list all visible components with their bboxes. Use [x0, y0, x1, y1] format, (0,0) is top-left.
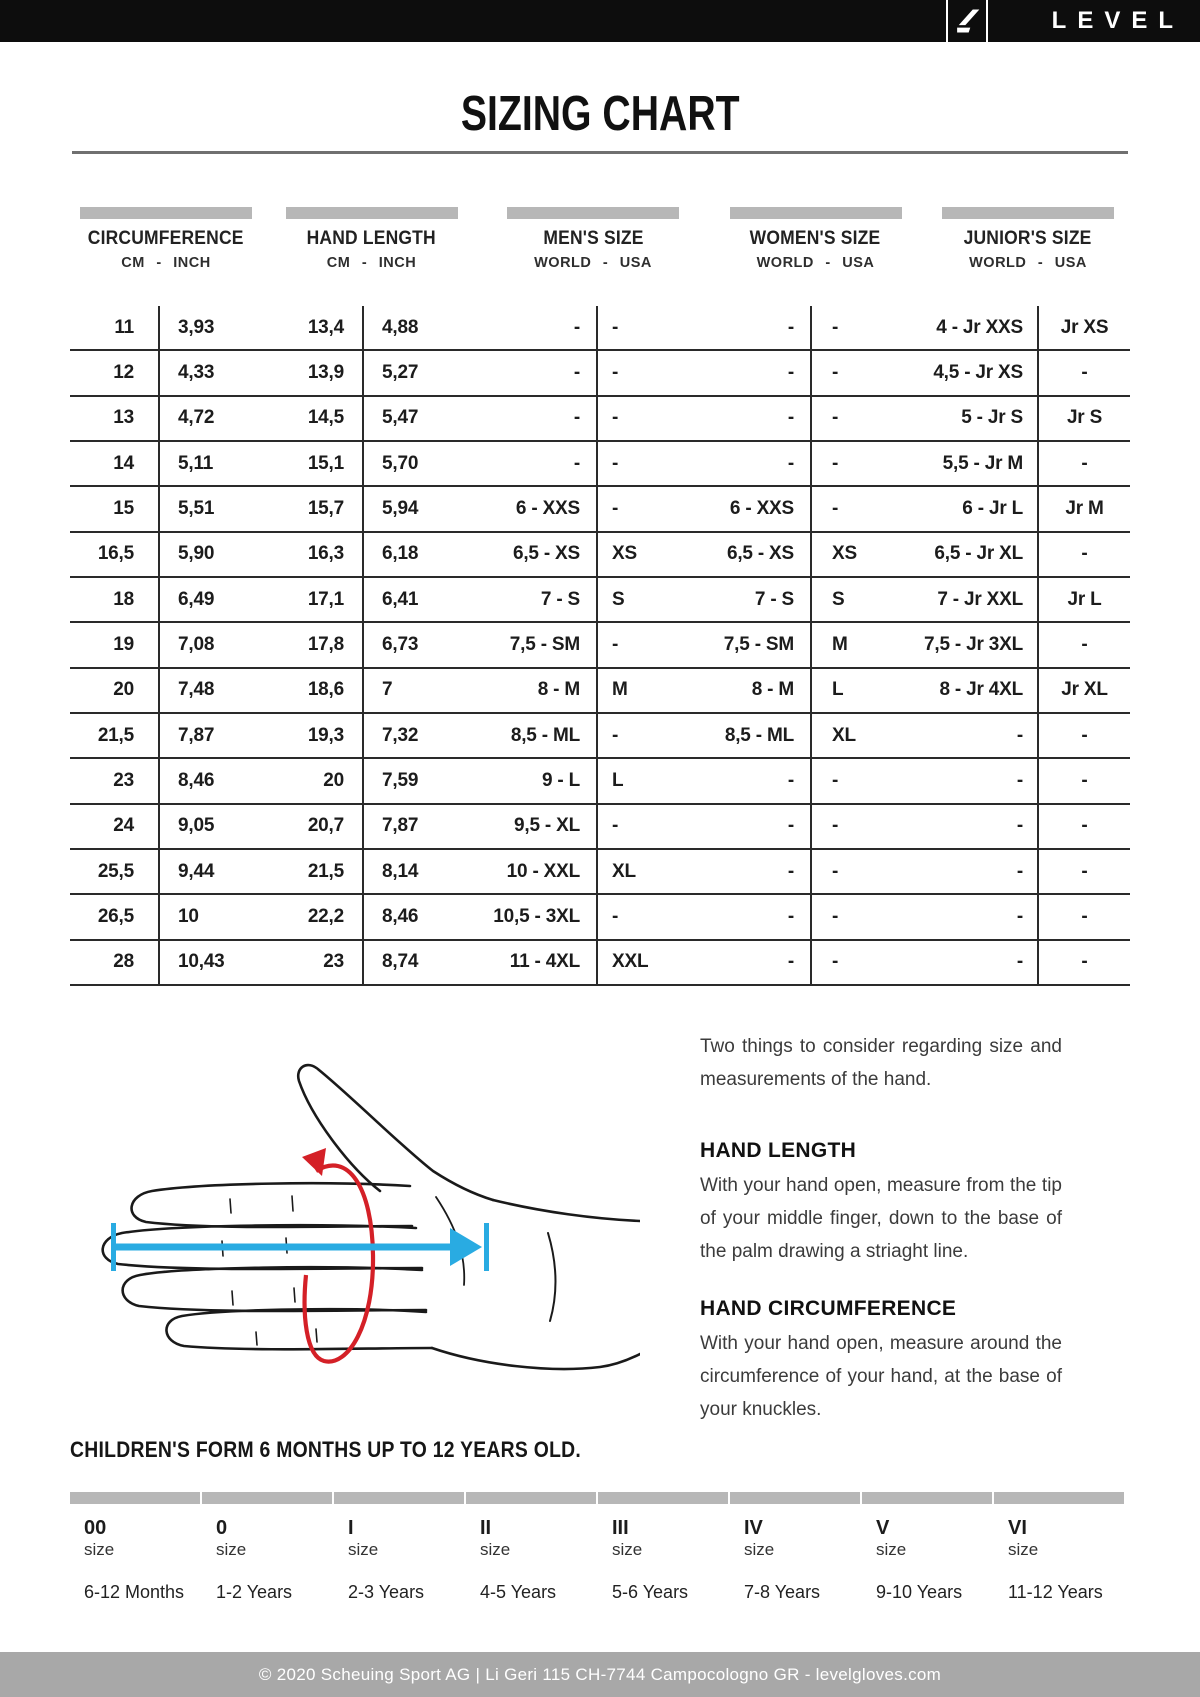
table-cell: 20,7 — [262, 805, 364, 848]
table-cell: - — [832, 951, 839, 973]
table-cell: - — [481, 351, 598, 394]
children-age-range: 7-8 Years — [744, 1582, 821, 1602]
table-cell: 17,1 — [262, 578, 364, 621]
table-row — [70, 487, 1130, 532]
table-cell: 7,5 - SM — [705, 623, 812, 666]
hand-length-heading: HAND LENGTH — [700, 1139, 857, 1162]
table-cell: 15,1 — [262, 442, 364, 485]
table-cell: 4,88 — [382, 316, 419, 338]
table-cell: 8,14 — [382, 860, 419, 882]
size-table-header — [70, 207, 1130, 271]
table-cell: - — [612, 815, 619, 837]
table-cell: 13 — [70, 397, 160, 440]
table-row — [70, 351, 1130, 396]
table-cell: - — [481, 397, 598, 440]
level-wordmark: LEVEL — [1051, 7, 1184, 34]
table-cell: XL — [612, 860, 636, 882]
column-group-title: WOMEN'S SIZE — [750, 228, 881, 249]
table-cell: - — [612, 361, 619, 383]
table-cell: 3,93 — [178, 316, 215, 338]
table-cell: 8,46 — [382, 905, 419, 927]
table-cell: XS — [832, 543, 857, 565]
table-cell: 21,5 — [70, 714, 160, 757]
circumference-arrowhead — [302, 1148, 326, 1176]
table-cell: 11 — [70, 306, 160, 349]
table-cell: Jr L — [1067, 588, 1102, 610]
table-cell: 5,47 — [382, 407, 419, 429]
table-cell: - — [705, 850, 812, 893]
table-cell: 23 — [262, 941, 364, 984]
table-cell: 6,73 — [382, 633, 419, 655]
children-age-range: 6-12 Months — [84, 1582, 185, 1602]
table-cell: - — [705, 805, 812, 848]
table-cell: 7 — [382, 679, 393, 701]
table-cell: L — [832, 679, 844, 701]
column-group-units: WORLD - USA — [969, 255, 1087, 271]
table-cell: - — [612, 407, 619, 429]
table-cell: - — [612, 633, 619, 655]
size-table-rows — [70, 306, 1130, 986]
table-cell: 9,5 - XL — [481, 805, 598, 848]
table-cell: 9,05 — [178, 815, 215, 837]
table-cell: 8,5 - ML — [481, 714, 598, 757]
table-cell: - — [832, 815, 839, 837]
table-cell: Jr XS — [1060, 316, 1109, 338]
table-cell: 10,43 — [178, 951, 225, 973]
table-cell: XL — [832, 724, 856, 746]
children-size-value: VI — [1008, 1517, 1027, 1539]
table-row — [70, 306, 1130, 351]
table-cell: 5,70 — [382, 452, 419, 474]
table-cell: 9,44 — [178, 860, 215, 882]
children-size-value: I — [348, 1517, 354, 1539]
children-table — [70, 1492, 1126, 1603]
table-cell: - — [1081, 951, 1088, 973]
table-cell: 7,5 - Jr 3XL — [926, 623, 1039, 666]
table-row — [70, 941, 1130, 986]
children-size-word: size — [1008, 1540, 1039, 1559]
table-row — [70, 623, 1130, 668]
table-cell: 6,41 — [382, 588, 419, 610]
table-cell: 7,87 — [382, 815, 419, 837]
table-cell: 25,5 — [70, 850, 160, 893]
table-cell: 23 — [70, 759, 160, 802]
table-cell: 10 — [178, 905, 199, 927]
table-cell: - — [481, 306, 598, 349]
table-cell: - — [1081, 543, 1088, 565]
table-row — [70, 895, 1130, 940]
table-cell: M — [832, 633, 848, 655]
level-logo-icon — [953, 7, 981, 35]
header-gray-bar — [730, 207, 902, 219]
table-cell: - — [705, 306, 812, 349]
table-cell: 22,2 — [262, 895, 364, 938]
children-gray-bar — [598, 1492, 728, 1504]
table-cell: 10 - XXL — [481, 850, 598, 893]
column-group-header — [481, 207, 705, 271]
header-gray-bar — [507, 207, 679, 219]
table-row — [70, 442, 1130, 487]
table-cell: M — [612, 679, 628, 701]
table-cell: 8,74 — [382, 951, 419, 973]
table-cell: 4,72 — [178, 407, 215, 429]
table-cell: 14,5 — [262, 397, 364, 440]
table-cell: 18 — [70, 578, 160, 621]
table-cell: XS — [612, 543, 637, 565]
children-gray-bar — [70, 1492, 200, 1504]
children-size-word: size — [84, 1540, 115, 1559]
hand-length-body: With your hand open, measure from the tip of your middle finger, down to the base of the palm drawing a striaght line. — [700, 1175, 1062, 1262]
column-group-title: HAND LENGTH — [306, 228, 437, 249]
children-age-range: 2-3 Years — [348, 1582, 425, 1602]
children-size-value: III — [612, 1517, 629, 1539]
hand-circumference-body: With your hand open, measure around the circumference of your hand, at the base of your knuckles. — [700, 1333, 1062, 1420]
circumference-arrow — [305, 1165, 373, 1361]
children-size-word: size — [612, 1540, 643, 1559]
top-brand-bar — [0, 0, 1200, 42]
logo-divider-right — [986, 0, 988, 42]
table-cell: 7,48 — [178, 679, 215, 701]
table-cell: 6 - XXS — [705, 487, 812, 530]
children-column — [730, 1492, 862, 1603]
table-cell: XXL — [612, 951, 649, 973]
footer-bar — [0, 1652, 1200, 1697]
table-cell: 6,5 - XS — [481, 533, 598, 576]
table-cell: - — [1081, 860, 1088, 882]
header-gray-bar — [286, 207, 458, 219]
children-gray-bar — [466, 1492, 596, 1504]
column-group-units: CM - INCH — [326, 255, 417, 271]
column-group-header — [926, 207, 1130, 271]
table-cell: 7 - Jr XXL — [926, 578, 1039, 621]
column-group-title: JUNIOR'S SIZE — [964, 228, 1092, 249]
table-row — [70, 850, 1130, 895]
table-cell: 20 — [262, 759, 364, 802]
children-age-range: 9-10 Years — [876, 1582, 963, 1602]
header-gray-bar — [80, 207, 252, 219]
table-cell: 6 - Jr L — [926, 487, 1039, 530]
table-cell: 13,9 — [262, 351, 364, 394]
table-cell: 26,5 — [70, 895, 160, 938]
table-cell: 5,94 — [382, 497, 419, 519]
table-cell: 12 — [70, 351, 160, 394]
table-cell: - — [705, 397, 812, 440]
table-cell: - — [1081, 724, 1088, 746]
table-cell: 7 - S — [705, 578, 812, 621]
table-row — [70, 669, 1130, 714]
column-group-units: WORLD - USA — [534, 255, 652, 271]
table-cell: 11 - 4XL — [481, 941, 598, 984]
children-size-word: size — [348, 1540, 379, 1559]
children-size-value: V — [876, 1517, 890, 1539]
hand-circumference-heading: HAND CIRCUMFERENCE — [700, 1297, 957, 1320]
column-group-header — [705, 207, 926, 271]
table-cell: 10,5 - 3XL — [481, 895, 598, 938]
children-gray-bar — [202, 1492, 332, 1504]
table-cell: - — [832, 452, 839, 474]
children-size-word: size — [480, 1540, 511, 1559]
table-cell: Jr XL — [1061, 679, 1108, 701]
table-cell: 7 - S — [481, 578, 598, 621]
table-cell: - — [832, 769, 839, 791]
table-row — [70, 759, 1130, 804]
table-cell: S — [832, 588, 845, 610]
children-age-range: 1-2 Years — [216, 1582, 293, 1602]
table-cell: - — [832, 316, 839, 338]
table-cell: 28 — [70, 941, 160, 984]
table-cell: - — [1081, 452, 1088, 474]
table-cell: 9 - L — [481, 759, 598, 802]
table-cell: 5,27 — [382, 361, 419, 383]
table-cell: 7,32 — [382, 724, 419, 746]
table-cell: - — [1081, 815, 1088, 837]
table-cell: 13,4 — [262, 306, 364, 349]
table-cell: 7,5 - SM — [481, 623, 598, 666]
table-cell: 6,5 - Jr XL — [926, 533, 1039, 576]
children-age-range: 5-6 Years — [612, 1582, 689, 1602]
column-group-units: CM - INCH — [121, 255, 211, 271]
table-cell: Jr M — [1065, 497, 1104, 519]
table-cell: - — [705, 442, 812, 485]
children-age-range: 11-12 Years — [1008, 1582, 1103, 1602]
table-cell: 24 — [70, 805, 160, 848]
table-row — [70, 578, 1130, 623]
table-cell: 5 - Jr S — [926, 397, 1039, 440]
table-cell: - — [926, 941, 1039, 984]
children-column — [862, 1492, 994, 1603]
table-cell: 4 - Jr XXS — [926, 306, 1039, 349]
children-column — [334, 1492, 466, 1603]
table-cell: - — [612, 316, 619, 338]
table-cell: - — [1081, 905, 1088, 927]
logo-divider-left — [946, 0, 948, 42]
table-cell: 6 - XXS — [481, 487, 598, 530]
column-group-header — [70, 207, 262, 271]
footer-text: © 2020 Scheuing Sport AG | Li Geri 115 CH-7744 Campocologno GR - levelgloves.com — [258, 1664, 942, 1684]
children-size-value: 00 — [84, 1517, 107, 1539]
table-cell: - — [612, 724, 619, 746]
children-gray-bar — [730, 1492, 860, 1504]
table-cell: 5,11 — [178, 452, 214, 474]
children-size-value: II — [480, 1517, 492, 1539]
children-age-range: 4-5 Years — [480, 1582, 557, 1602]
table-cell: 6,49 — [178, 588, 215, 610]
table-cell: - — [926, 759, 1039, 802]
table-cell: - — [926, 714, 1039, 757]
column-group-header — [262, 207, 481, 271]
table-cell: 7,87 — [178, 724, 215, 746]
table-row — [70, 805, 1130, 850]
column-group-title: CIRCUMFERENCE — [88, 228, 244, 249]
children-size-value: 0 — [216, 1517, 228, 1539]
table-cell: 6,18 — [382, 543, 419, 565]
table-cell: - — [832, 860, 839, 882]
table-row — [70, 533, 1130, 578]
table-cell: 19 — [70, 623, 160, 666]
table-cell: - — [832, 497, 839, 519]
table-cell: 8 - M — [481, 669, 598, 712]
children-column — [202, 1492, 334, 1603]
table-cell: - — [926, 805, 1039, 848]
table-cell: 8,46 — [178, 769, 215, 791]
table-cell: - — [1081, 769, 1088, 791]
children-column — [70, 1492, 202, 1603]
children-gray-bar — [994, 1492, 1124, 1504]
children-column — [466, 1492, 598, 1603]
table-cell: 4,5 - Jr XS — [926, 351, 1039, 394]
header-gray-bar — [942, 207, 1114, 219]
table-cell: 7,59 — [382, 769, 419, 791]
table-cell: - — [832, 361, 839, 383]
table-row — [70, 714, 1130, 759]
page-title: SIZING CHART — [460, 87, 740, 141]
children-column — [598, 1492, 730, 1603]
table-cell: 7,08 — [178, 633, 215, 655]
table-cell: - — [481, 442, 598, 485]
table-cell: 4,33 — [178, 361, 215, 383]
table-cell: S — [612, 588, 625, 610]
table-cell: - — [612, 452, 619, 474]
column-group-units: WORLD - USA — [756, 255, 875, 271]
table-cell: - — [705, 351, 812, 394]
table-cell: L — [612, 769, 624, 791]
table-cell: 5,51 — [178, 497, 215, 519]
table-cell: 17,8 — [262, 623, 364, 666]
table-cell: - — [832, 407, 839, 429]
table-cell: - — [926, 895, 1039, 938]
children-gray-bar — [334, 1492, 464, 1504]
children-column — [994, 1492, 1126, 1603]
children-section-heading: CHILDREN'S FORM 6 MONTHS UP TO 12 YEARS OLD. — [70, 1437, 582, 1462]
table-cell: 8 - Jr 4XL — [926, 669, 1039, 712]
table-cell: - — [705, 895, 812, 938]
table-cell: 16,5 — [70, 533, 160, 576]
table-cell: - — [612, 905, 619, 927]
table-cell: 8,5 - ML — [705, 714, 812, 757]
children-size-value: IV — [744, 1517, 763, 1539]
children-size-word: size — [216, 1540, 247, 1559]
children-size-word: size — [876, 1540, 907, 1559]
column-group-title: MEN'S SIZE — [542, 228, 644, 249]
table-cell: - — [705, 941, 812, 984]
table-cell: - — [832, 905, 839, 927]
table-cell: 5,90 — [178, 543, 215, 565]
table-cell: 6,5 - XS — [705, 533, 812, 576]
table-cell: 18,6 — [262, 669, 364, 712]
measure-intro-text: Two things to consider regarding size and measurements of the hand. — [700, 1036, 1062, 1090]
table-cell: - — [705, 759, 812, 802]
table-cell: 16,3 — [262, 533, 364, 576]
table-cell: 21,5 — [262, 850, 364, 893]
table-cell: Jr S — [1066, 407, 1103, 429]
table-cell: 15 — [70, 487, 160, 530]
children-gray-bar — [862, 1492, 992, 1504]
table-cell: 20 — [70, 669, 160, 712]
children-size-word: size — [744, 1540, 775, 1559]
table-cell: 14 — [70, 442, 160, 485]
table-cell: 15,7 — [262, 487, 364, 530]
table-cell: 5,5 - Jr M — [926, 442, 1039, 485]
table-cell: 19,3 — [262, 714, 364, 757]
table-cell: - — [1081, 361, 1088, 383]
table-cell: - — [926, 850, 1039, 893]
table-cell: - — [1081, 633, 1088, 655]
table-cell: 8 - M — [705, 669, 812, 712]
hand-illustration — [80, 985, 640, 1377]
table-row — [70, 397, 1130, 442]
table-cell: - — [612, 497, 619, 519]
title-rule — [72, 151, 1128, 154]
